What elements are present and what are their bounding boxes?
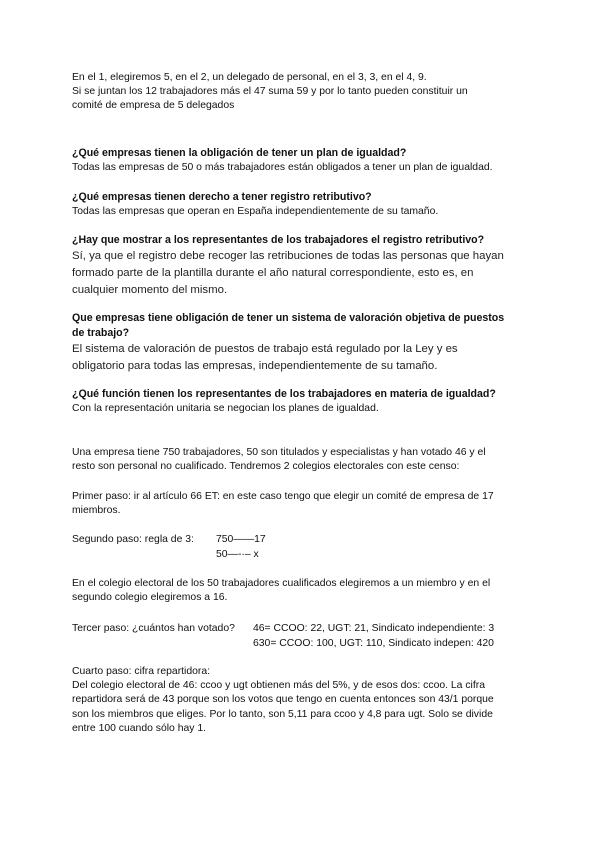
intro-line: Si se juntan los 12 trabajadores más el 47 suma 59 y por lo tanto pueden constituir un xyxy=(72,86,468,98)
answer-text: Todas las empresas que operan en España independientemente de su tamaño. xyxy=(72,206,439,217)
intro-line: comité de empresa de 5 delegados xyxy=(72,100,235,112)
answer-text: Sí, ya que el registro debe recoger las retribuciones de todas las personas que hayan xyxy=(72,250,504,262)
answer-text: cualquier momento del mismo. xyxy=(72,284,228,297)
step-3-label: Tercer paso: ¿cuántos han votado? xyxy=(72,623,235,634)
step-line: miembros. xyxy=(72,505,121,517)
step-1 xyxy=(72,490,528,518)
step-2-result xyxy=(72,577,528,605)
step-line: Del colegio electoral de 46: ccoo y ugt obtienen más del 5%, y de esos dos: ccoo. La cifra xyxy=(72,680,485,692)
qa-block-registro-retributivo xyxy=(72,190,528,219)
intro-paragraph xyxy=(72,71,528,114)
step-line: son los miembros que eliges. Por lo tanto, son 5,11 para ccoo y 4,8 para ugt. Solo se divide xyxy=(72,708,493,720)
votes-row: 46= CCOO: 22, UGT: 21, Sindicato independiente: 3 xyxy=(253,623,495,634)
rule-of-three-row: 750——17 xyxy=(216,534,266,545)
question-heading: ¿Qué función tienen los representantes de los trabajadores en materia de igualdad? xyxy=(72,388,496,400)
exercise-statement xyxy=(72,446,528,474)
step-line: Cuarto paso: cifra repartidora: xyxy=(72,666,211,677)
statement-line: Una empresa tiene 750 trabajadores, 50 son titulados y especialistas y han votado 46 y el xyxy=(72,447,486,458)
answer-text: Todas las empresas de 50 o más trabajadores están obligados a tener un plan de igualdad. xyxy=(72,162,493,173)
question-heading: ¿Qué empresas tienen derecho a tener registro retributivo? xyxy=(72,191,372,203)
question-heading: Que empresas tiene obligación de tener un sistema de valoración objetiva de puestos xyxy=(72,312,505,324)
step-line: En el colegio electoral de los 50 trabajadores cualificados elegiremos a un miembro y en el xyxy=(72,578,491,589)
qa-block-valoracion-puestos xyxy=(72,311,528,375)
qa-block-funcion-representantes xyxy=(72,387,528,416)
step-2 xyxy=(72,533,528,560)
rule-of-three-row: 50—-·– x xyxy=(216,549,259,560)
step-line: entre 100 cuando sólo hay 1. xyxy=(72,722,207,734)
qa-block-plan-igualdad xyxy=(72,146,528,175)
votes-row: 630= CCOO: 100, UGT: 110, Sindicato indepen: 420 xyxy=(253,638,494,649)
answer-text: formado parte de la plantilla durante el año natural correspondiente, esto es, en xyxy=(72,267,474,280)
answer-text: El sistema de valoración de puestos de trabajo está regulado por la Ley y es xyxy=(72,343,458,355)
step-line: Primer paso: ir al artículo 66 ET: en este caso tengo que elegir un comité de empresa de 17 xyxy=(72,491,494,502)
statement-line: resto son personal no cualificado. Tendremos 2 colegios electorales con este censo: xyxy=(72,461,460,473)
question-heading: de trabajo? xyxy=(72,327,130,339)
step-line: repartidora será de 43 porque son los votos que tengo en cuenta entonces son 43/1 porque xyxy=(72,694,494,706)
answer-text: obligatorio para todas las empresas, independientemente de su tamaño. xyxy=(72,360,438,373)
step-3 xyxy=(72,622,528,649)
qa-block-mostrar-registro xyxy=(72,233,528,300)
intro-line: En el 1, elegiremos 5, en el 2, un delegado de personal, en el 3, 3, en el 4, 9. xyxy=(72,72,427,83)
step-2-label: Segundo paso: regla de 3: xyxy=(72,534,194,545)
step-line: segundo colegio elegiremos a 16. xyxy=(72,592,228,604)
step-4 xyxy=(72,665,528,736)
answer-text: Con la representación unitaria se negocian los planes de igualdad. xyxy=(72,403,379,414)
question-heading: ¿Qué empresas tienen la obligación de tener un plan de igualdad? xyxy=(72,147,407,159)
question-heading: ¿Hay que mostrar a los representantes de los trabajadores el registro retributivo? xyxy=(72,234,485,246)
